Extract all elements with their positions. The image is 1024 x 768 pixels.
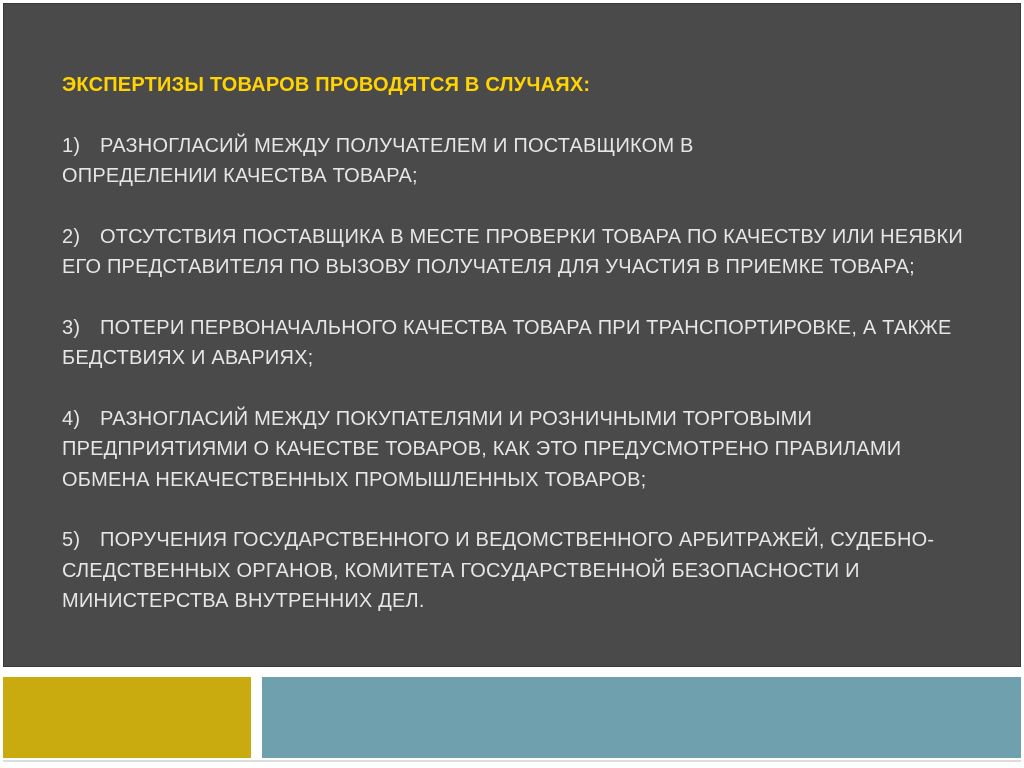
list-item-number: 2) <box>62 225 81 248</box>
decorative-bar-yellow <box>3 677 251 758</box>
list-item-text: ПОРУЧЕНИЯ ГОСУДАРСТВЕННОГО И ВЕДОМСТВЕННОГО АРБИТРАЖЕЙ, СУДЕБНО- <box>100 529 935 551</box>
list-item-text: ПРЕДПРИЯТИЯМИ О КАЧЕСТВЕ ТОВАРОВ, КАК ЭТО ПРЕДУСМОТРЕНО ПРАВИЛАМИ <box>62 438 902 460</box>
slide-content <box>62 70 1012 617</box>
list-item-text: ПОТЕРИ ПЕРВОНАЧАЛЬНОГО КАЧЕСТВА ТОВАРА ПРИ ТРАНСПОРТИРОВКЕ, А ТАКЖЕ <box>100 316 952 339</box>
list-item-text: ОТСУТСТВИЯ ПОСТАВЩИКА В МЕСТЕ ПРОВЕРКИ ТОВАРА ПО КАЧЕСТВУ ИЛИ НЕЯВКИ <box>100 225 963 248</box>
list-item-line <box>62 222 1012 253</box>
bottom-divider <box>3 760 1021 762</box>
list-item-text: ЕГО ПРЕДСТАВИТЕЛЯ ПО ВЫЗОВУ ПОЛУЧАТЕЛЯ ДЛЯ УЧАСТИЯ В ПРИЕМКЕ ТОВАРА; <box>62 256 915 278</box>
list-item-text: ОБМЕНА НЕКАЧЕСТВЕННЫХ ПРОМЫШЛЕННЫХ ТОВАРОВ; <box>62 468 647 491</box>
list-item-number: 3) <box>62 316 81 339</box>
decorative-bar-blue <box>262 677 1021 758</box>
list-item-line <box>62 525 1012 556</box>
list-item-text: БЕДСТВИЯХ И АВАРИЯХ; <box>62 347 314 369</box>
list-item-line <box>62 131 1012 162</box>
list-item-line <box>62 404 1012 435</box>
list-item-text: СЛЕДСТВЕННЫХ ОРГАНОВ, КОМИТЕТА ГОСУДАРСТВЕННОЙ БЕЗОПАСНОСТИ И <box>62 559 860 582</box>
list-item-text: РАЗНОГЛАСИЙ МЕЖДУ ПОЛУЧАТЕЛЕМ И ПОСТАВЩИКОМ В <box>100 134 694 157</box>
list-item-number: 1) <box>62 134 81 157</box>
list-item-text: ОПРЕДЕЛЕНИИ КАЧЕСТВА ТОВАРА; <box>62 165 418 187</box>
list-item <box>62 131 1012 192</box>
list-item <box>62 222 1012 283</box>
list-item-line <box>62 313 1012 344</box>
list-item-number: 5) <box>62 529 81 551</box>
content-panel <box>3 3 1021 667</box>
list-item <box>62 404 1012 496</box>
list-item <box>62 313 1012 374</box>
list-item <box>62 525 1012 617</box>
list-item-text: МИНИСТЕРСТВА ВНУТРЕННИХ ДЕЛ. <box>62 590 425 612</box>
list-item-number: 4) <box>62 407 81 430</box>
list-item-text: РАЗНОГЛАСИЙ МЕЖДУ ПОКУПАТЕЛЯМИ И РОЗНИЧНЫМИ ТОРГОВЫМИ <box>100 407 813 430</box>
slide-heading: ЭКСПЕРТИЗЫ ТОВАРОВ ПРОВОДЯТСЯ В СЛУЧАЯХ: <box>62 74 591 96</box>
